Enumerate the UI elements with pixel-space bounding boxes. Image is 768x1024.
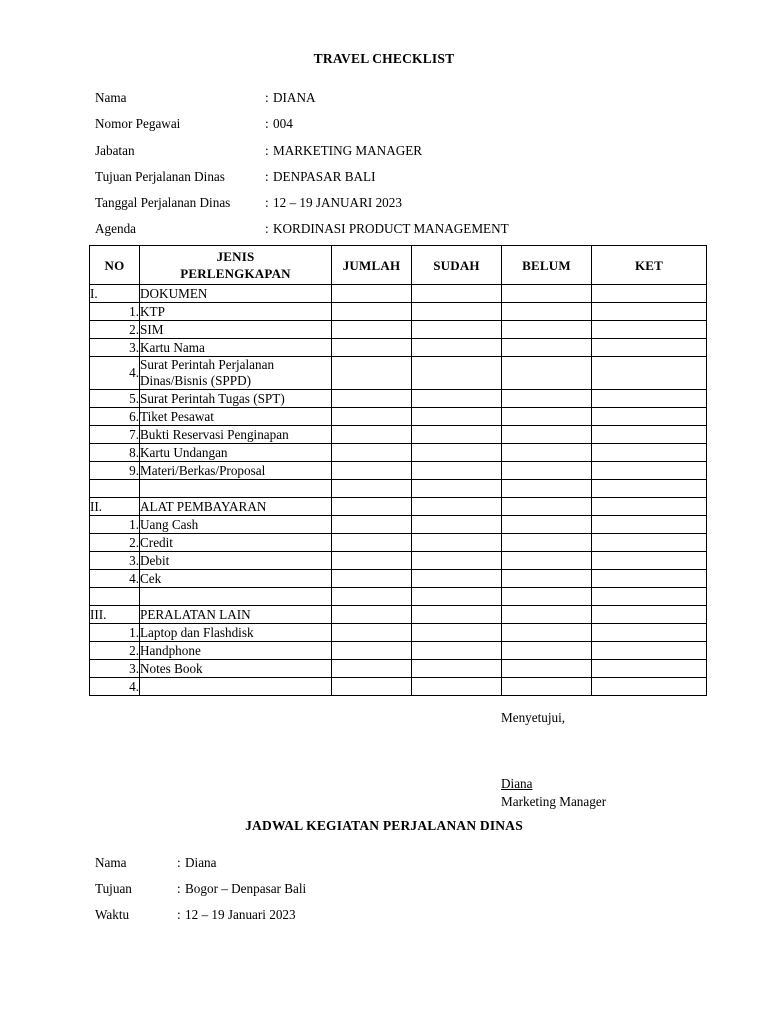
- column-header-jumlah: JUMLAH: [332, 246, 412, 285]
- info-row: [95, 164, 509, 190]
- table-row: [90, 303, 707, 321]
- cell-sudah[interactable]: [412, 357, 502, 390]
- table-row: [90, 642, 707, 660]
- cell-ket[interactable]: [592, 678, 707, 696]
- info-row-label: Nomor Pegawai: [95, 116, 181, 132]
- cell-jumlah[interactable]: [332, 357, 412, 390]
- cell-belum[interactable]: [502, 642, 592, 660]
- info-row: [95, 85, 509, 111]
- info-row: [95, 190, 509, 216]
- cell-sudah[interactable]: [412, 642, 502, 660]
- cell-no: II.: [90, 498, 140, 516]
- cell-sudah[interactable]: [412, 552, 502, 570]
- table-row: [90, 678, 707, 696]
- cell-belum[interactable]: [502, 660, 592, 678]
- info-row-label: Agenda: [95, 221, 137, 237]
- info-row: [95, 216, 509, 242]
- cell-jenis-perlengkapan: [140, 480, 332, 498]
- cell-jenis-perlengkapan: Laptop dan Flashdisk: [140, 624, 332, 642]
- cell-jumlah[interactable]: [332, 390, 412, 408]
- table-row: [90, 321, 707, 339]
- cell-jumlah[interactable]: [332, 624, 412, 642]
- cell-jumlah[interactable]: [332, 660, 412, 678]
- cell-belum[interactable]: [502, 444, 592, 462]
- cell-ket[interactable]: [592, 408, 707, 426]
- table-body: [90, 285, 707, 696]
- info-row-label: Tujuan Perjalanan Dinas: [95, 168, 225, 184]
- schedule-info-block: [95, 850, 306, 928]
- cell-belum[interactable]: [502, 678, 592, 696]
- cell-belum[interactable]: [502, 357, 592, 390]
- cell-jenis-perlengkapan: Surat Perintah Tugas (SPT): [140, 390, 332, 408]
- cell-jumlah[interactable]: [332, 285, 412, 303]
- schedule-row: [95, 850, 306, 876]
- cell-no: 8.: [90, 444, 140, 462]
- page-title: TRAVEL CHECKLIST: [313, 51, 455, 66]
- cell-no: I.: [90, 285, 140, 303]
- cell-jenis-perlengkapan: PERALATAN LAIN: [140, 606, 332, 624]
- cell-ket[interactable]: [592, 357, 707, 390]
- cell-ket[interactable]: [592, 339, 707, 357]
- cell-jenis-perlengkapan: DOKUMEN: [140, 285, 332, 303]
- cell-sudah[interactable]: [412, 462, 502, 480]
- schedule-title: JADWAL KEGIATAN PERJALANAN DINAS: [245, 818, 523, 833]
- column-header-jenis-line1: JENIS: [216, 249, 255, 264]
- cell-belum[interactable]: [502, 552, 592, 570]
- cell-no: 4.: [90, 570, 140, 588]
- info-row: [95, 111, 509, 137]
- cell-belum[interactable]: [502, 339, 592, 357]
- cell-jumlah[interactable]: [332, 408, 412, 426]
- info-row-label: Nama: [95, 90, 127, 105]
- cell-jumlah[interactable]: [332, 606, 412, 624]
- table-row: [90, 408, 707, 426]
- cell-no: [90, 480, 140, 498]
- cell-no: 2.: [90, 642, 140, 660]
- cell-sudah[interactable]: [412, 678, 502, 696]
- column-header-ket: KET: [592, 246, 707, 285]
- cell-jumlah[interactable]: [332, 534, 412, 552]
- cell-sudah[interactable]: [412, 516, 502, 534]
- cell-belum[interactable]: [502, 606, 592, 624]
- signature-approve-label: Menyetujui,: [501, 710, 566, 725]
- cell-ket[interactable]: [592, 303, 707, 321]
- table-row: [90, 660, 707, 678]
- cell-jenis-perlengkapan: Credit: [140, 534, 332, 552]
- cell-ket[interactable]: [592, 516, 707, 534]
- table-header: [90, 246, 707, 285]
- cell-ket[interactable]: [592, 606, 707, 624]
- cell-ket[interactable]: [592, 642, 707, 660]
- cell-jenis-perlengkapan: Surat Perintah Perjalanan Dinas/Bisnis (SPPD): [140, 357, 332, 390]
- signature-name-line: [501, 775, 606, 792]
- cell-no: 2.: [90, 321, 140, 339]
- cell-jumlah[interactable]: [332, 678, 412, 696]
- table-row: [90, 390, 707, 408]
- cell-jenis-perlengkapan: Kartu Nama: [140, 339, 332, 357]
- cell-jenis-perlengkapan: Notes Book: [140, 660, 332, 678]
- table-row: [90, 444, 707, 462]
- cell-jumlah[interactable]: [332, 444, 412, 462]
- schedule-row-label: Tujuan: [95, 881, 132, 896]
- cell-belum[interactable]: [502, 498, 592, 516]
- cell-ket[interactable]: [592, 534, 707, 552]
- cell-no: III.: [90, 606, 140, 624]
- cell-no: 1.: [90, 624, 140, 642]
- cell-sudah[interactable]: [412, 624, 502, 642]
- table-row: [90, 534, 707, 552]
- cell-belum[interactable]: [502, 534, 592, 552]
- cell-ket[interactable]: [592, 480, 707, 498]
- schedule-row-separator: :: [177, 907, 181, 922]
- cell-sudah[interactable]: [412, 498, 502, 516]
- cell-ket[interactable]: [592, 570, 707, 588]
- schedule-row-value: 12 – 19 Januari 2023: [185, 907, 296, 922]
- cell-ket[interactable]: [592, 285, 707, 303]
- cell-sudah[interactable]: [412, 444, 502, 462]
- cell-belum[interactable]: [502, 285, 592, 303]
- cell-belum[interactable]: [502, 570, 592, 588]
- cell-sudah[interactable]: [412, 303, 502, 321]
- cell-sudah[interactable]: [412, 426, 502, 444]
- cell-ket[interactable]: [592, 498, 707, 516]
- traveler-info-block: [95, 85, 509, 243]
- cell-jumlah[interactable]: [332, 303, 412, 321]
- info-row-value: KORDINASI PRODUCT MANAGEMENT: [273, 221, 509, 237]
- table-row: [90, 339, 707, 357]
- cell-jumlah[interactable]: [332, 498, 412, 516]
- cell-belum[interactable]: [502, 462, 592, 480]
- cell-ket[interactable]: [592, 462, 707, 480]
- cell-sudah[interactable]: [412, 606, 502, 624]
- cell-no: 4.: [90, 678, 140, 696]
- cell-sudah[interactable]: [412, 321, 502, 339]
- cell-no: 1.: [90, 303, 140, 321]
- cell-no: 5.: [90, 390, 140, 408]
- cell-belum[interactable]: [502, 516, 592, 534]
- table-row: [90, 426, 707, 444]
- table-row: [90, 552, 707, 570]
- info-row-separator: :: [265, 142, 269, 158]
- table-row: [90, 462, 707, 480]
- cell-no: 9.: [90, 462, 140, 480]
- cell-jumlah[interactable]: [332, 516, 412, 534]
- column-header-sudah: SUDAH: [412, 246, 502, 285]
- cell-belum[interactable]: [502, 390, 592, 408]
- info-row-value: 004: [273, 116, 293, 132]
- cell-jenis-perlengkapan: Handphone: [140, 642, 332, 660]
- cell-ket[interactable]: [592, 624, 707, 642]
- cell-jenis-perlengkapan: Bukti Reservasi Penginapan: [140, 426, 332, 444]
- info-row-separator: :: [265, 90, 269, 105]
- cell-jumlah[interactable]: [332, 426, 412, 444]
- schedule-row-value: Diana: [185, 855, 217, 870]
- cell-no: 3.: [90, 339, 140, 357]
- cell-jenis-perlengkapan: Kartu Undangan: [140, 444, 332, 462]
- cell-ket[interactable]: [592, 426, 707, 444]
- cell-jumlah[interactable]: [332, 480, 412, 498]
- schedule-row-label: Nama: [95, 855, 127, 870]
- table-row: [90, 570, 707, 588]
- info-row: [95, 138, 509, 164]
- cell-no: 2.: [90, 534, 140, 552]
- signature-role: Marketing Manager: [501, 794, 607, 809]
- info-row-value: 12 – 19 JANUARI 2023: [273, 195, 402, 211]
- cell-sudah[interactable]: [412, 285, 502, 303]
- cell-jumlah[interactable]: [332, 570, 412, 588]
- cell-belum[interactable]: [502, 480, 592, 498]
- info-row-value: MARKETING MANAGER: [273, 142, 423, 158]
- info-row-separator: :: [265, 195, 269, 211]
- cell-jumlah[interactable]: [332, 462, 412, 480]
- cell-ket[interactable]: [592, 552, 707, 570]
- info-row-separator: :: [265, 221, 269, 237]
- cell-sudah[interactable]: [412, 588, 502, 606]
- cell-jenis-perlengkapan: KTP: [140, 303, 332, 321]
- cell-belum[interactable]: [502, 588, 592, 606]
- cell-jenis-perlengkapan: [140, 678, 332, 696]
- cell-jumlah[interactable]: [332, 552, 412, 570]
- signature-name: Diana: [501, 776, 533, 791]
- cell-sudah[interactable]: [412, 390, 502, 408]
- cell-belum[interactable]: [502, 321, 592, 339]
- column-header-jenis-perlengkapan: [140, 246, 332, 285]
- cell-sudah[interactable]: [412, 339, 502, 357]
- table-section-row: [90, 285, 707, 303]
- column-header-no: NO: [90, 246, 140, 285]
- column-header-belum: BELUM: [502, 246, 592, 285]
- schedule-row: [95, 902, 306, 928]
- table-row: [90, 357, 707, 390]
- info-row-separator: :: [265, 168, 269, 184]
- cell-jumlah[interactable]: [332, 321, 412, 339]
- cell-jenis-perlengkapan: SIM: [140, 321, 332, 339]
- cell-sudah[interactable]: [412, 534, 502, 552]
- cell-no: 3.: [90, 552, 140, 570]
- cell-no: 6.: [90, 408, 140, 426]
- cell-ket[interactable]: [592, 660, 707, 678]
- info-row-value: DENPASAR BALI: [273, 168, 376, 184]
- info-row-separator: :: [265, 116, 269, 132]
- cell-belum[interactable]: [502, 426, 592, 444]
- cell-jenis-perlengkapan: Cek: [140, 570, 332, 588]
- cell-jenis-perlengkapan: [140, 588, 332, 606]
- cell-no: [90, 588, 140, 606]
- schedule-row-value: Bogor – Denpasar Bali: [185, 881, 307, 896]
- table-spacer-row: [90, 588, 707, 606]
- cell-jenis-perlengkapan: Materi/Berkas/Proposal: [140, 462, 332, 480]
- schedule-row: [95, 876, 306, 902]
- cell-no: 1.: [90, 516, 140, 534]
- info-row-label: Tanggal Perjalanan Dinas: [95, 195, 231, 211]
- cell-sudah[interactable]: [412, 408, 502, 426]
- cell-jumlah[interactable]: [332, 642, 412, 660]
- cell-jenis-perlengkapan: Tiket Pesawat: [140, 408, 332, 426]
- cell-belum[interactable]: [502, 624, 592, 642]
- cell-no: 4.: [90, 357, 140, 390]
- info-row-value: DIANA: [273, 90, 316, 105]
- schedule-row-separator: :: [177, 881, 181, 896]
- cell-belum[interactable]: [502, 408, 592, 426]
- cell-ket[interactable]: [592, 444, 707, 462]
- cell-ket[interactable]: [592, 321, 707, 339]
- table-header-row: [90, 246, 707, 285]
- equipment-checklist-table: [89, 245, 707, 696]
- cell-no: 7.: [90, 426, 140, 444]
- table-row: [90, 516, 707, 534]
- cell-belum[interactable]: [502, 303, 592, 321]
- cell-jumlah[interactable]: [332, 339, 412, 357]
- cell-sudah[interactable]: [412, 660, 502, 678]
- cell-sudah[interactable]: [412, 570, 502, 588]
- schedule-row-separator: :: [177, 855, 181, 870]
- column-header-jenis-line2: PERLENGKAPAN: [180, 266, 291, 281]
- cell-ket[interactable]: [592, 390, 707, 408]
- schedule-row-label: Waktu: [95, 907, 130, 922]
- cell-jenis-perlengkapan: Debit: [140, 552, 332, 570]
- table-spacer-row: [90, 480, 707, 498]
- table-section-row: [90, 498, 707, 516]
- info-row-label: Jabatan: [95, 142, 135, 158]
- cell-jenis-perlengkapan: ALAT PEMBAYARAN: [140, 498, 332, 516]
- cell-sudah[interactable]: [412, 480, 502, 498]
- cell-jenis-perlengkapan: Uang Cash: [140, 516, 332, 534]
- signature-block: [501, 709, 606, 810]
- table-section-row: [90, 606, 707, 624]
- cell-ket[interactable]: [592, 588, 707, 606]
- cell-jumlah[interactable]: [332, 588, 412, 606]
- table-row: [90, 624, 707, 642]
- cell-no: 3.: [90, 660, 140, 678]
